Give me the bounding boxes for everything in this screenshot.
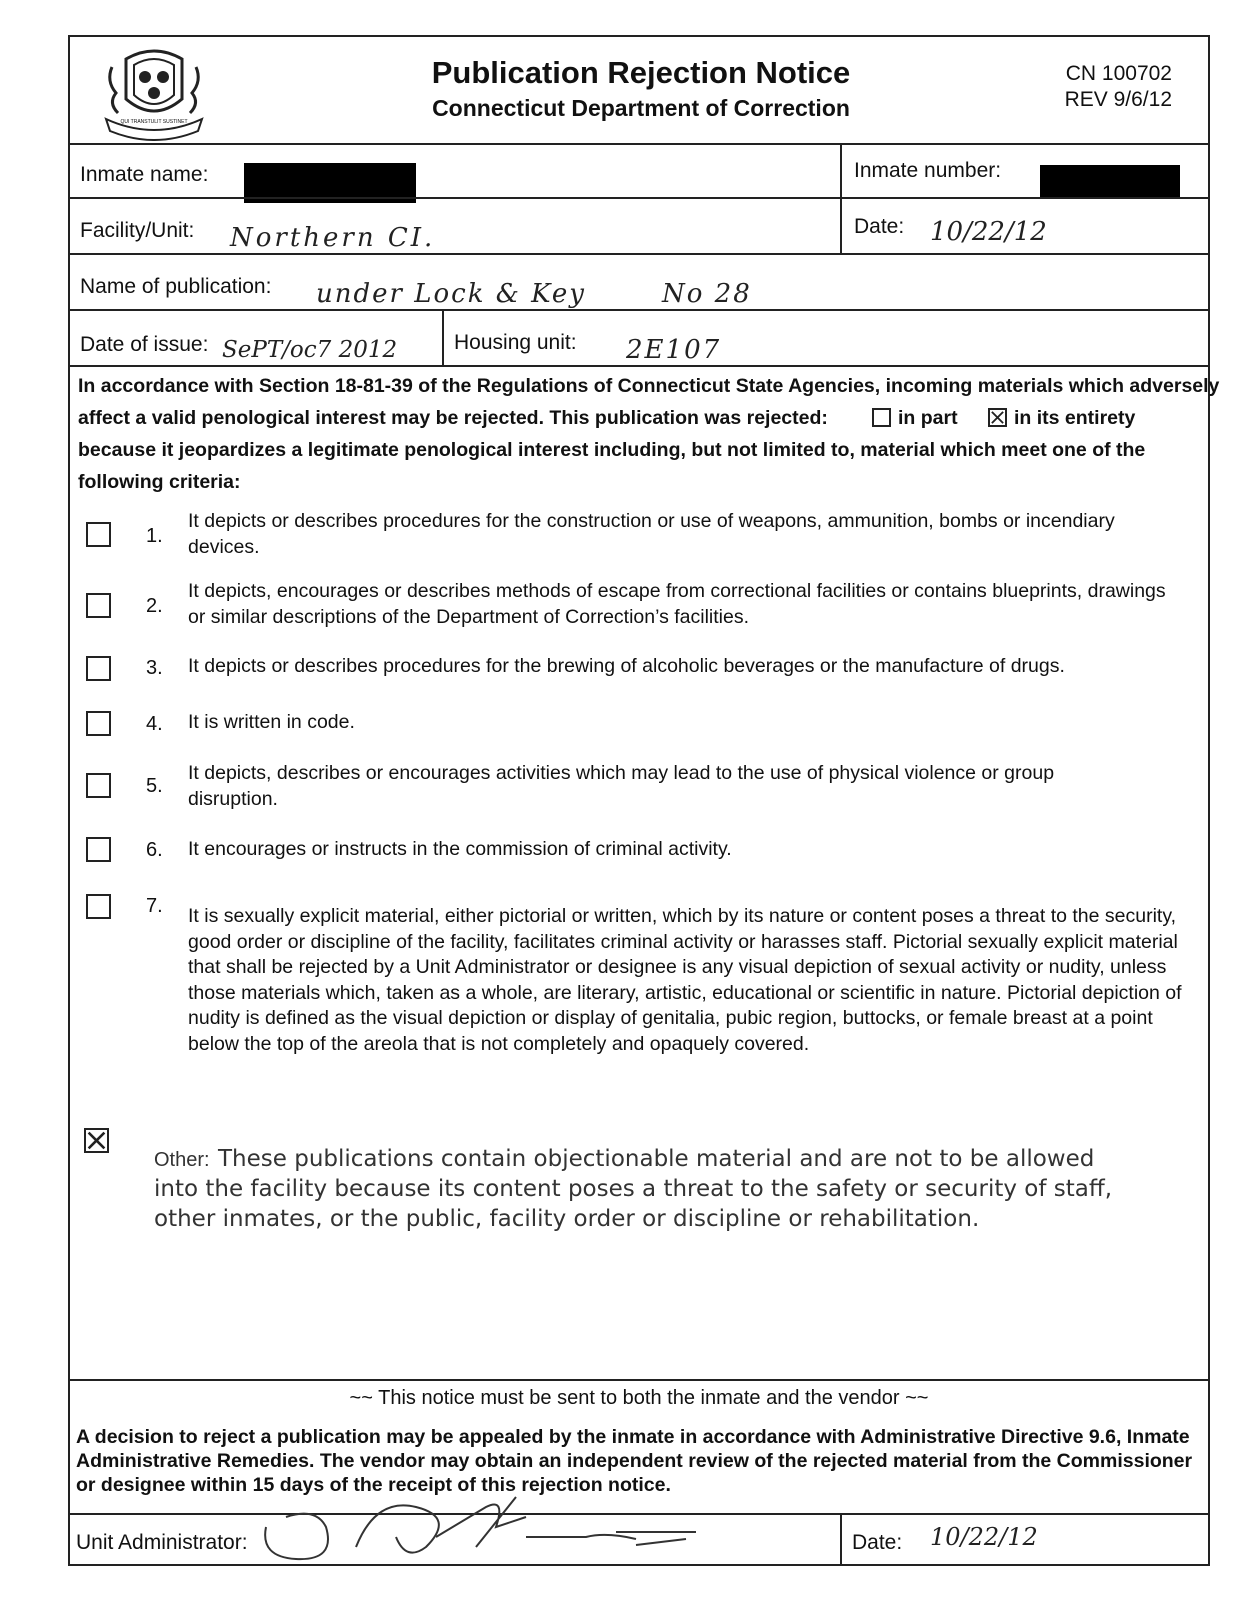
divider	[840, 143, 842, 255]
form-code: CN 100702	[1065, 62, 1172, 85]
unit-admin-label: Unit Administrator:	[76, 1531, 248, 1554]
other-text: These publications contain objectionable material and are not to be allowed into the facility because its content poses a threat to the safety or security of staff, other inmates, or the public, facility order or discipline or rehabilitation.	[154, 1146, 1113, 1232]
criterion-checkbox[interactable]	[86, 837, 111, 862]
criterion-text: It encourages or instructs in the commission of criminal activity.	[188, 838, 732, 860]
check-x-icon	[990, 410, 1005, 425]
rejection-text: In accordance with Section 18-81-39 of the Regulations of Connecticut State Agencies, incoming materials which adversely	[78, 375, 1220, 397]
housing-value: 2E107	[626, 335, 722, 365]
page-title: Publication Rejection Notice	[431, 55, 851, 90]
seal-motto: QUI TRANSTULIT SUSTINET	[120, 119, 188, 125]
in-part-checkbox[interactable]	[872, 408, 891, 427]
publication-number: No 28	[662, 279, 752, 309]
other-label: Other:	[154, 1149, 210, 1171]
signature-date-value: 10/22/12	[930, 1523, 1038, 1551]
divider	[840, 1513, 842, 1565]
divider	[442, 309, 444, 365]
criterion-number: 4.	[146, 713, 163, 735]
in-part-label: in part	[898, 407, 958, 429]
criterion-text: It depicts, encourages or describes methods of escape from correctional facilities or contains blueprints, drawings or similar descriptions of the Department of Correction’s facilities.	[188, 580, 1166, 628]
other-checkbox[interactable]	[84, 1128, 109, 1153]
criterion-number: 1.	[146, 525, 163, 547]
vendor-notice: ~~ This notice must be sent to both the inmate and the vendor ~~	[349, 1387, 929, 1409]
criterion-number: 5.	[146, 775, 163, 797]
criterion-checkbox[interactable]	[86, 593, 111, 618]
divider	[70, 253, 1208, 255]
facility-label: Facility/Unit:	[80, 219, 195, 242]
rejection-text: because it jeopardizes a legitimate penological interest including, but not limited to, material which meet one of the	[78, 439, 1146, 461]
criterion-number: 7.	[146, 895, 163, 917]
criterion-checkbox[interactable]	[86, 656, 111, 681]
divider	[70, 143, 1208, 145]
rejection-text: following criteria:	[78, 471, 241, 493]
date-label: Date:	[854, 215, 905, 238]
criterion-checkbox[interactable]	[86, 894, 111, 919]
date-value: 10/22/12	[930, 217, 1047, 247]
inmate-name-label: Inmate name:	[80, 163, 209, 186]
divider	[70, 197, 1208, 199]
in-entirety-checkbox[interactable]	[988, 408, 1007, 427]
page-subtitle: Connecticut Department of Correction	[432, 95, 850, 121]
criterion-number: 3.	[146, 657, 163, 679]
housing-label: Housing unit:	[454, 331, 577, 354]
criterion-text: It depicts or describes procedures for the construction or use of weapons, ammunition, bombs or incendiary devices.	[188, 510, 1115, 558]
signature	[256, 1477, 756, 1567]
criterion-checkbox[interactable]	[86, 773, 111, 798]
in-entirety-label: in its entirety	[1014, 407, 1136, 429]
redaction-bar	[1040, 165, 1180, 197]
signature-date-label: Date:	[852, 1531, 903, 1554]
facility-value: Northern CI.	[230, 223, 436, 253]
criterion-text: It is written in code.	[188, 711, 355, 733]
check-x-icon	[86, 1130, 107, 1151]
criterion-text: It depicts or describes procedures for the brewing of alcoholic beverages or the manufacture of drugs.	[188, 655, 1065, 677]
criterion-checkbox[interactable]	[86, 711, 111, 736]
divider	[70, 309, 1208, 311]
rejection-text: affect a valid penological interest may be rejected. This publication was rejected:	[78, 407, 828, 429]
issue-value: SePT/oc7 2012	[222, 337, 398, 363]
criterion-text: It depicts, describes or encourages activities which may lead to the use of physical violence or group disruption.	[188, 762, 1055, 810]
criterion-number: 2.	[146, 595, 163, 617]
divider	[70, 365, 1208, 367]
issue-label: Date of issue:	[80, 333, 209, 356]
publication-value: under Lock & Key	[316, 279, 586, 309]
criterion-text: It is sexually explicit material, either pictorial or written, which by its nature or content poses a threat to the security, good order or discipline of the facility, facilitates criminal activity or harasses staff. Pictorial sexually explicit material that shall be rejected by a Unit Administrator or designee is any visual depiction of sexual activity or nudity, unless those materials which, taken as a whole, are literary, artistic, educational or scientific in nature. Pictorial depiction of nudity is defined as the visual depiction or display of genitalia, pubic region, buttocks, or female breast at a point below the top of the areola that is not completely and opaquely covered.	[188, 905, 1182, 1055]
inmate-number-label: Inmate number:	[854, 159, 1002, 182]
divider	[70, 1379, 1208, 1381]
criterion-checkbox[interactable]	[86, 522, 111, 547]
rejection-form	[68, 35, 1220, 1566]
form-revision: REV 9/6/12	[1064, 88, 1172, 111]
publication-label: Name of publication:	[80, 275, 272, 298]
appeal-text: A decision to reject a publication may be appealed by the inmate in accordance with Administrative Directive 9.6, Inmate Administrative Remedies. The vendor may obtain an independent review of the rejected material from the Commissioner or designee within 15 days of the receipt of this rejection notice.	[76, 1426, 1193, 1496]
criterion-number: 6.	[146, 839, 163, 861]
